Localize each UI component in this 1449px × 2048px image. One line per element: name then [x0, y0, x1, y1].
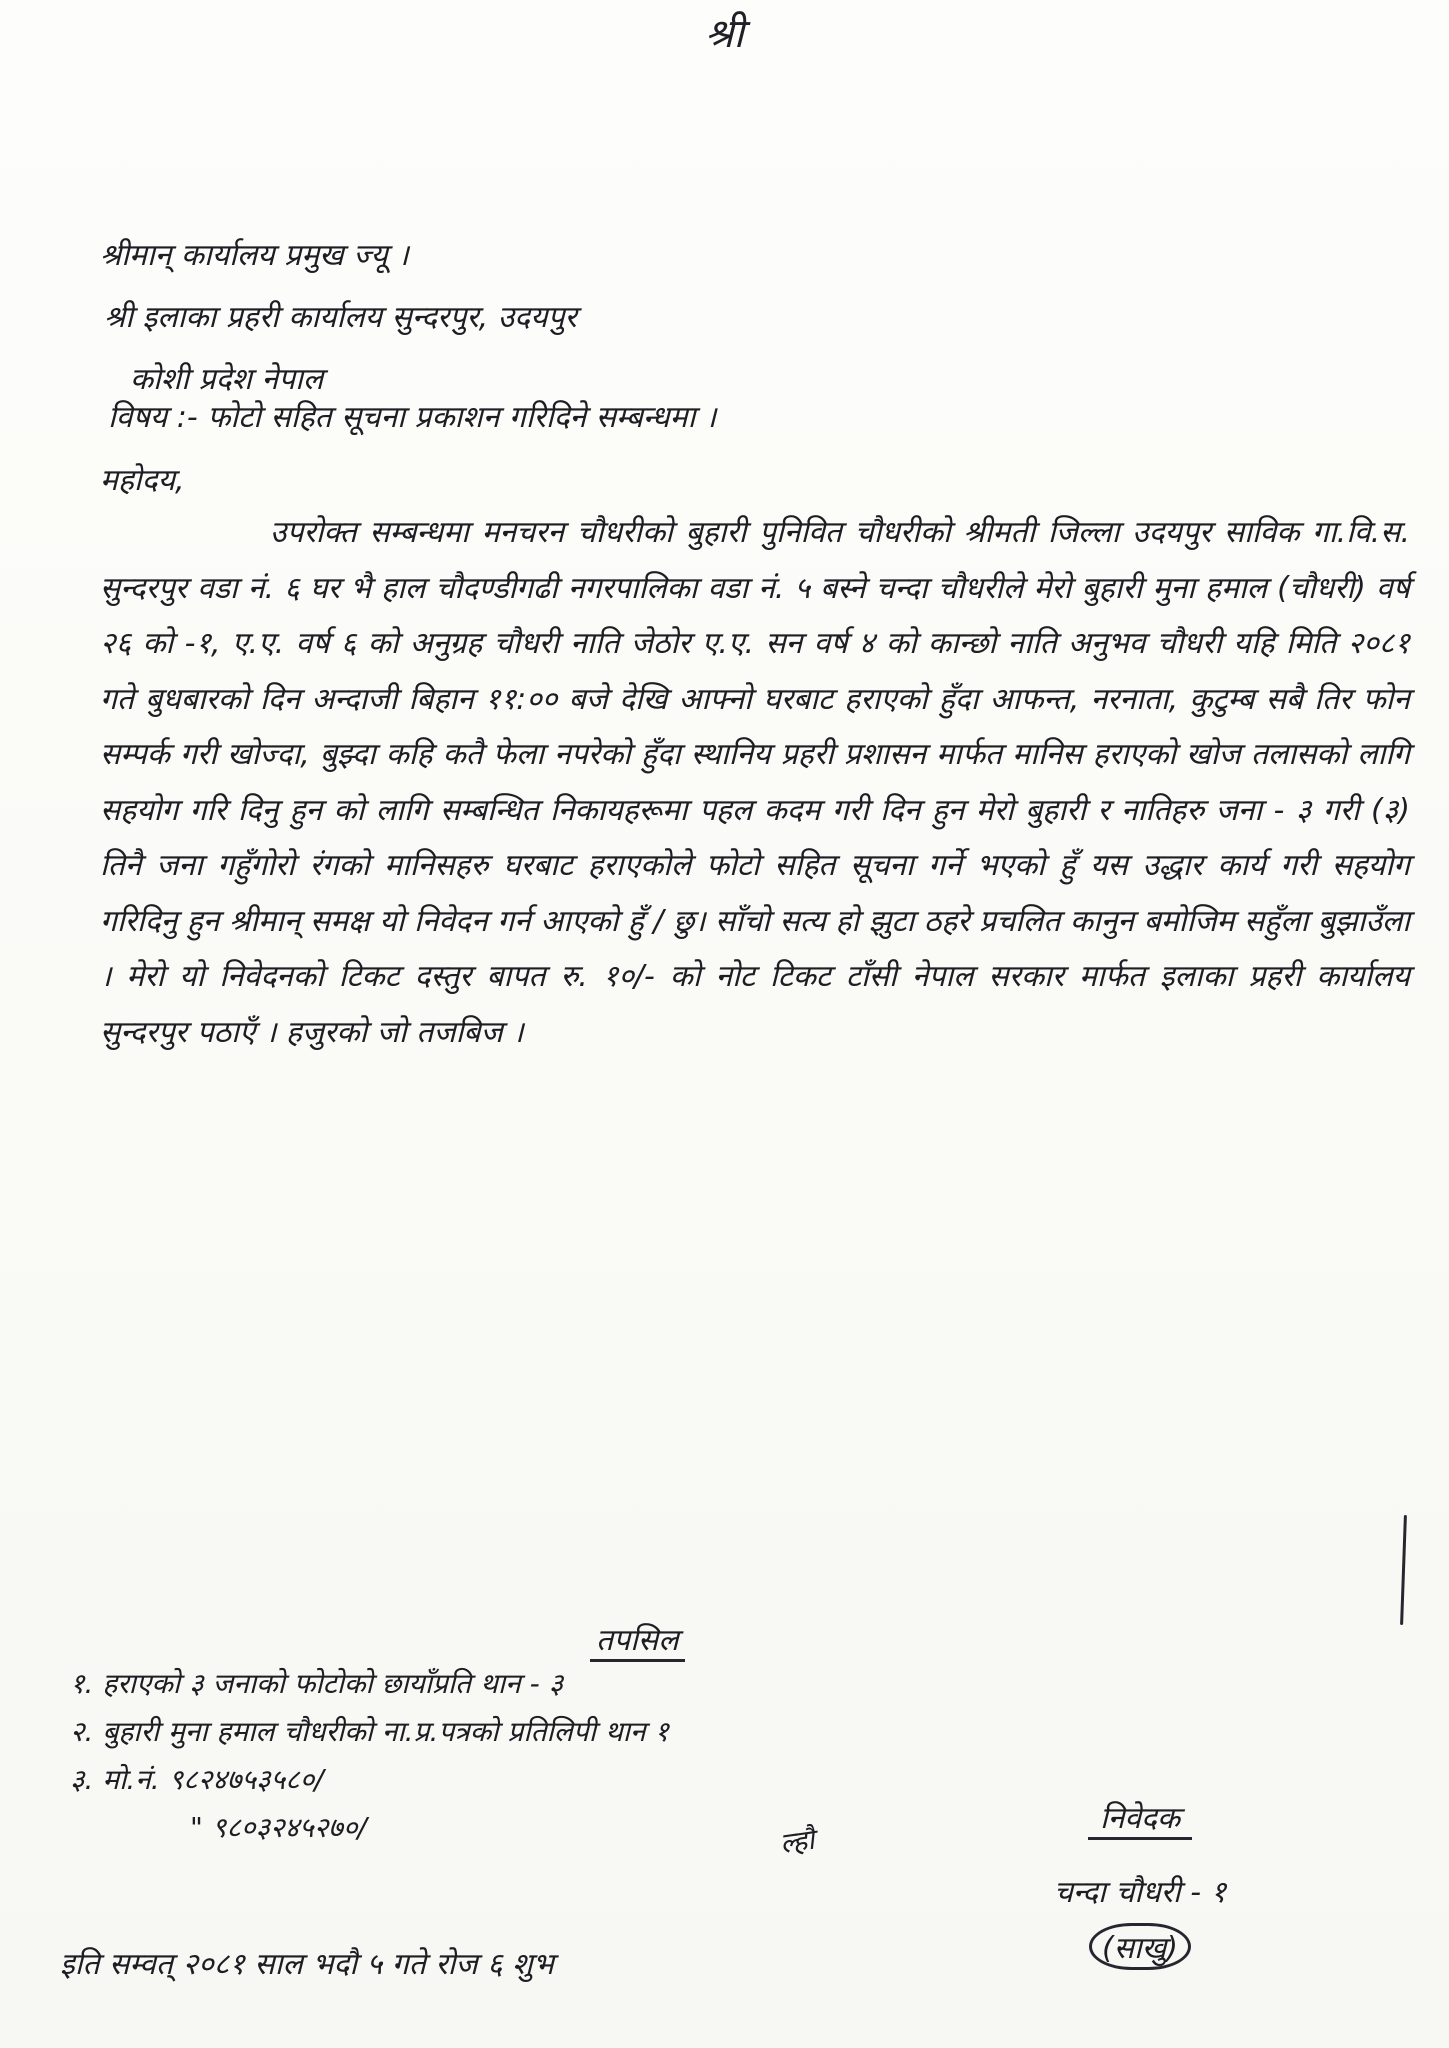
closing-line — [60, 1942, 1420, 1983]
applicant-mark: ल्हौ — [777, 1822, 817, 1861]
letter-body: उपरोक्त सम्बन्धमा मनचरन चौधरीको बुहारी पुनिवित चौधरीको श्रीमती जिल्ला उदयपुर साविक गा.वि.स. सुन्दरपुर वडा नं. ६ घर भै हाल चौदण्डीगढी नगरपालिका वडा नं. ५ बस्ने चन्दा चौधरीले मेरो बुहारी मुना हमाल (चौधरी) वर्ष २६ को -१, ए.ए. वर्ष ६ को अनुग्रह चौधरी नाति जेठोर ए.ए. सन वर्ष ४ को कान्छो नाति अनुभव चौधरी यहि मिति २०८१ गते बुधबारको दिन अन्दाजी बिहान ११:०० बजे देखि आफ्नो घरबाट हराएको हुँदा आफन्त, नरनाता, कुटुम्ब सबै तिर फोन सम्पर्क गरी खोज्दा, बुझ्दा कहि कतै फेला नपरेको हुँदा स्थानिय प्रहरी प्रशासन मार्फत मानिस हराएको खोज तलासको लागि सहयोग गरि दिनु हुन को लागि सम्बन्धित निकायहरूमा पहल कदम गरी दिन हुन मेरो बुहारी र नातिहरु जना - ३ गरी (३) तिनै जना गहुँगोरो रंगको मानिसहरु घरबाट हराएकोले फोटो सहित सूचना गर्ने भएको हुँ यस उद्धार कार्य गरी सहयोग गरिदिनु हुन श्रीमान् समक्ष यो निवेदन गर्न आएको हुँ / छु। साँचो सत्य हो झुटा ठहरे प्रचलित कानुन बमोजिम सहुँला बुझाउँला । मेरो यो निवेदनको टिकट दस्तुर बापत रु. १०/- को नोट टिकट टाँसी नेपाल सरकार मार्फत इलाका प्रहरी कार्यालय सुन्दरपुर पठाएँ । हजुरको जो तजबिज । — [100, 515, 1410, 1050]
applicant-name: चन्दा चौधरी - १ — [1053, 1875, 1227, 1910]
enclosure-item: १. हराएको ३ जनाको फोटोको छायाँप्रति थान - ३ — [70, 1667, 564, 1700]
subject-line: विषय :- फोटो सहित सूचना प्रकाशन गरिदिने सम्बन्धमा । — [108, 400, 717, 435]
salutation: महोदय, — [100, 463, 185, 498]
enclosure-item: २. बुहारी मुना हमाल चौधरीको ना.प्र.पत्रको प्रतिलिपी थान १ — [70, 1715, 669, 1748]
addressee-line-2: श्री इलाका प्रहरी कार्यालय सुन्दरपुर, उदयपुर — [104, 300, 577, 335]
addressee-block — [100, 225, 1400, 411]
addressee-line-1: श्रीमान् कार्यालय प्रमुख ज्यू । — [100, 238, 409, 273]
applicant-role: निवेदक — [1088, 1796, 1192, 1840]
enclosure-item: ३. मो.नं. ९८२४७५३५८०/ — [70, 1763, 324, 1796]
enclosure-item: " ९८०३२४५२७०/ — [190, 1811, 367, 1844]
addressee-line-3: कोशी प्रदेश नेपाल — [130, 362, 324, 397]
closing-text: इति सम्वत् २०८१ साल भदौ ५ गते रोज ६ शुभ — [60, 1947, 554, 1982]
invocation-mark: श्री — [705, 11, 744, 57]
enclosures-heading: तपसिल — [590, 1618, 685, 1662]
thumbprint-label: (साखु) — [1089, 1923, 1191, 1970]
margin-stroke — [1400, 1515, 1407, 1625]
